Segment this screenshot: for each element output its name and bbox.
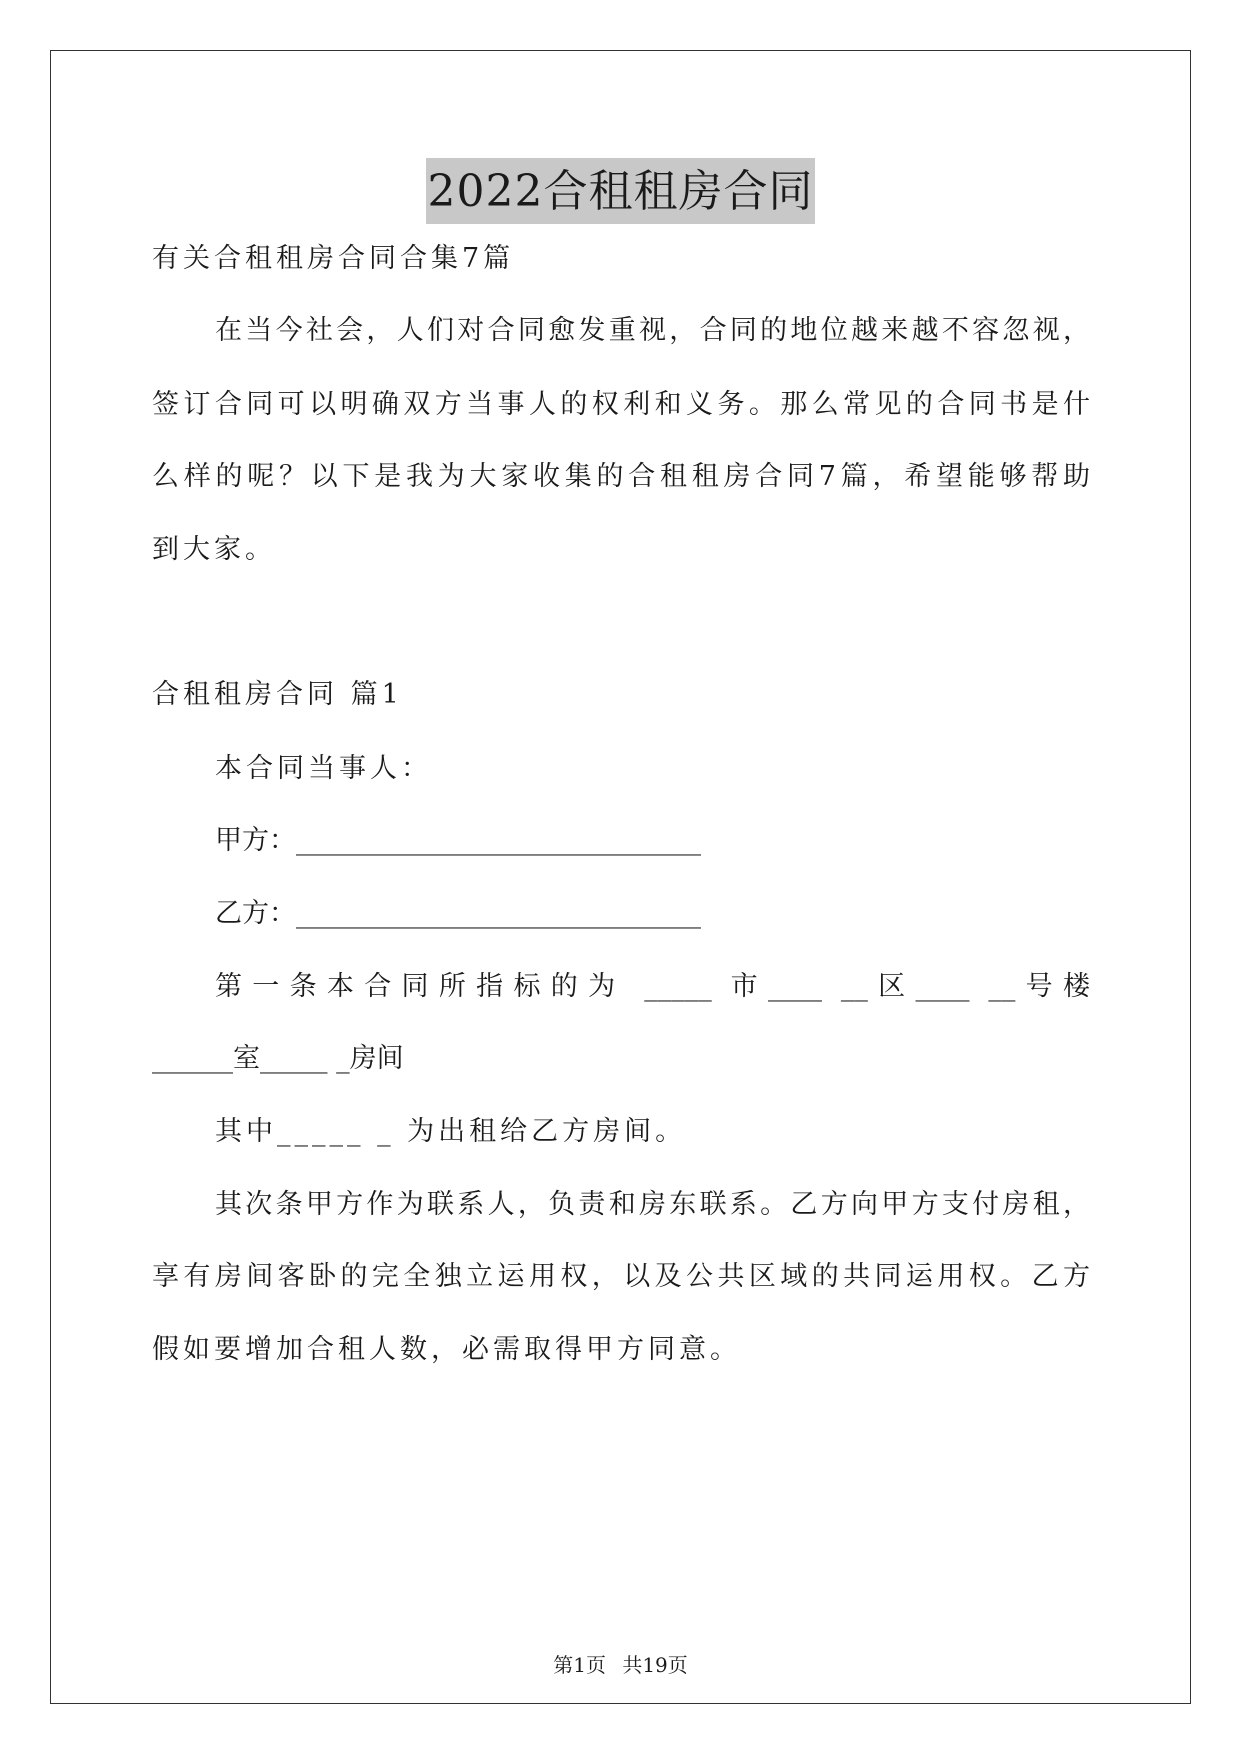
section-heading: 合租租房合同 篇1 — [152, 679, 403, 710]
clause1-rent-line: 其中_____ _ 为出租给乙方房间。 — [215, 1116, 687, 1147]
party-a-line: 甲方：______________________________ — [215, 825, 701, 856]
clause2-line-3: 假如要增加合租人数，必需取得甲方同意。 — [152, 1334, 741, 1365]
clause2-line-2: 享有房间客卧的完全独立运用权，以及公共区域的共同运用权。乙方 — [152, 1261, 1090, 1292]
document-title: 2022合租租房合同 — [426, 158, 816, 224]
intro-line-2: 签订合同可以明确双方当事人的权利和义务。那么常见的合同书是什 — [152, 389, 1090, 420]
intro-line-3: 么样的呢？以下是我为大家收集的合租租房合同7篇，希望能够帮助 — [152, 461, 1090, 492]
page-footer: 第1页 共19页 — [553, 1653, 688, 1677]
document-subtitle: 有关合租租房合同合集7篇 — [152, 243, 515, 274]
intro-line-1: 在当今社会，人们对合同愈发重视，合同的地位越来越不容忽视， — [215, 315, 1090, 346]
intro-line-4: 到大家。 — [152, 534, 276, 565]
parties-heading: 本合同当事人： — [215, 753, 432, 784]
party-b-line: 乙方：______________________________ — [215, 898, 701, 929]
clause1-line-2: ______室_____ _房间 — [152, 1043, 404, 1074]
clause1-line-1: 第一条本合同所指标的为 _____ 市____ __区____ __号楼 — [215, 971, 1090, 1002]
page-border — [50, 50, 1191, 1704]
title-container — [0, 158, 1241, 224]
clause2-line-1: 其次条甲方作为联系人，负责和房东联系。乙方向甲方支付房租， — [215, 1189, 1090, 1220]
